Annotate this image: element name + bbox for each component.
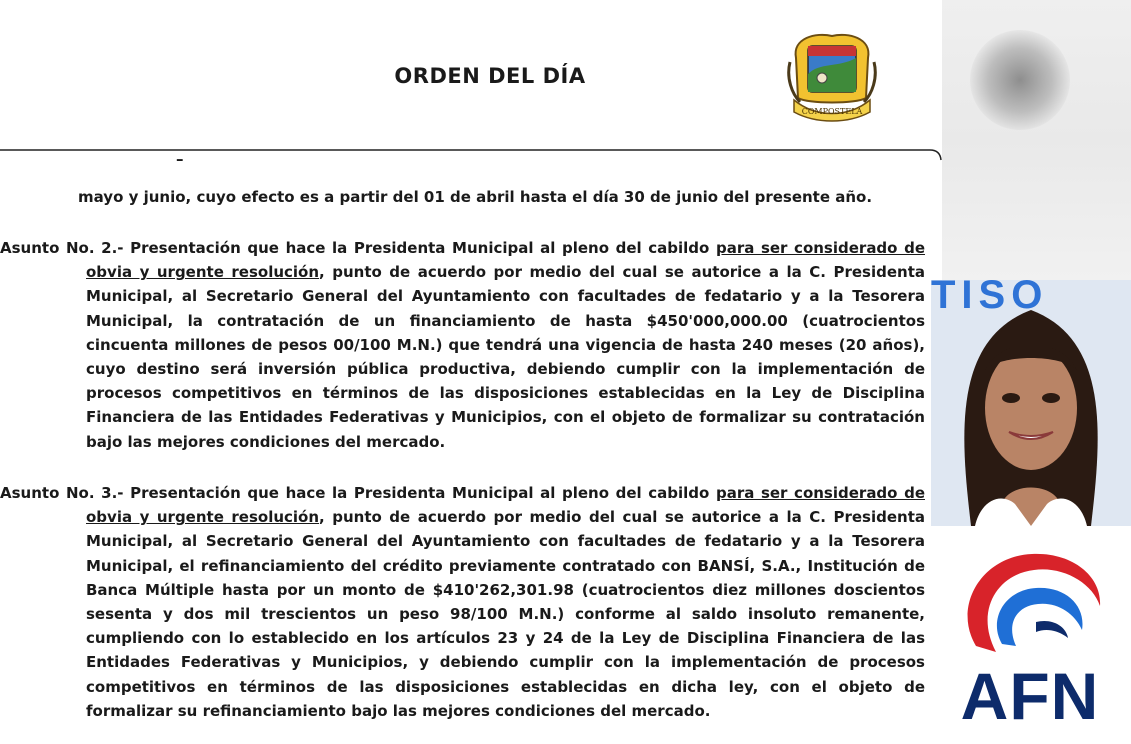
municipal-seal-icon [786,28,878,122]
previous-item-ending: mayo y junio, cuyo efecto es a partir del 01 de abril hasta el día 30 de junio del presente año. [78,188,873,206]
header-divider [0,148,942,162]
presidenta-photo [931,280,1131,526]
afn-swirl-icon [942,526,1131,666]
asunto-3-paragraph [0,481,925,723]
header-dash: – [176,150,184,168]
asunto-3-body: , punto de acuerdo por medio del cual se autorice a la C. Presidenta Municipal, al Secretario General del Ayuntamiento con facultades de fedatario y a la Tesorera Municipal, el refinanciamiento del crédito previamente contratado con BANSÍ, S.A., Institución de Banca Múltiple hasta por un monto de $410'262,301.98 (cuatrocientos diez millones doscientos sesenta y dos mil trescientos un peso 98/100 M.N.) conforme al saldo insoluto remanente, cumpliendo con lo establecido en los artículos 23 y 24 de la Ley de Disciplina Financiera de las Entidades Federativas y Municipios, y debiendo cumplir con la implementación de procesos competitivos en términos de las disposiciones establecidas en dicha ley, con el objeto de formalizar su refinanciamiento bajo las mejores condiciones del mercado. [86,508,925,720]
portrait-illustration [931,280,1131,526]
page-title: ORDEN DEL DÍA [394,64,586,88]
asunto-2-prefix: Asunto No. 2.- Presentación que hace la Presidenta Municipal al pleno del cabildo [0,239,716,257]
asunto-3-underlined: para ser considerado de obvia y urgente resolución [86,484,925,527]
asunto-2-underlined: para ser considerado de obvia y urgente resolución [86,239,925,282]
photo-background-lettering: TISO [931,280,1049,310]
blurred-figure [970,30,1070,130]
seal-label: COMPOSTELA [801,107,863,116]
asunto-2-paragraph [0,236,925,454]
asunto-2-body: , punto de acuerdo por medio del cual se autorice a la C. Presidenta Municipal, al Secretario General del Ayuntamiento con facultades de fedatario y a la Tesorera Municipal, la contratación de un financiamiento de hasta $450'000,000.00 (cuatrocientos cincuenta millones de pesos 00/100 M.N.) que tendrá una vigencia de hasta 240 meses (20 años), cuyo destino será inversión pública productiva, debiendo cumplir con la implementación de procesos competitivos en términos de las disposiciones establecidas en la Ley de Disciplina Financiera de las Entidades Federativas y Municipios, con el objeto de formalizar su contratación bajo las mejores condiciones del mercado. [86,263,925,451]
asunto-3-prefix: Asunto No. 3.- Presentación que hace la Presidenta Municipal al pleno del cabildo [0,484,716,502]
afn-logo-text: AFN [960,659,1100,733]
